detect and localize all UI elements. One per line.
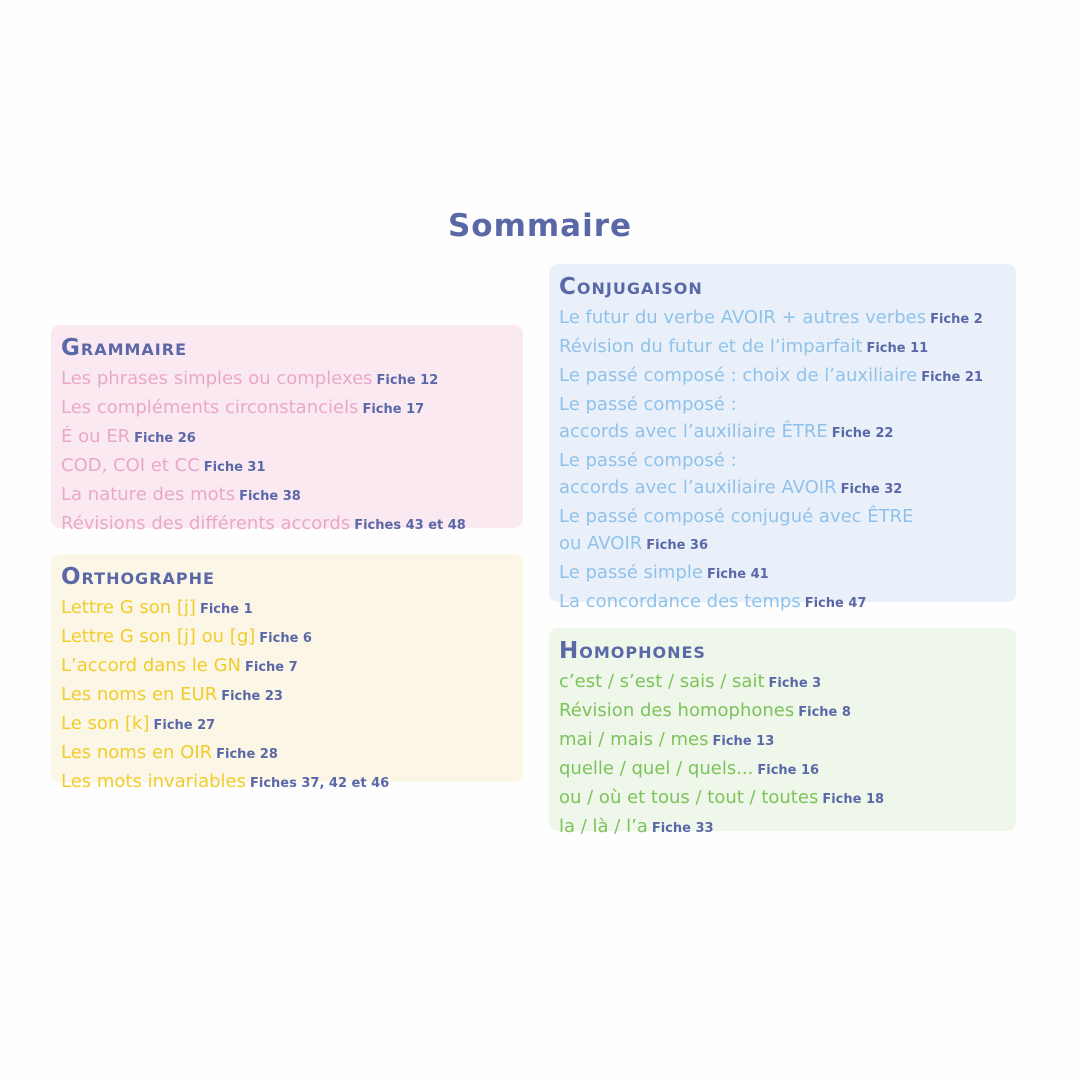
toc-item-label: Le passé composé conjugué avec ÊTRE xyxy=(559,506,914,527)
toc-item xyxy=(61,652,513,681)
fiche-reference: Fiche 13 xyxy=(712,734,775,749)
fiche-reference: Fiche 36 xyxy=(646,538,709,553)
section-conjugaison xyxy=(549,264,1016,612)
fiche-reference: Fiches 43 et 48 xyxy=(354,518,466,533)
toc-item-label: mai / mais / mes xyxy=(559,729,709,750)
toc-item xyxy=(61,452,513,481)
toc-item xyxy=(61,623,513,652)
fiche-reference: Fiche 38 xyxy=(239,489,301,504)
toc-item-label: É ou ER xyxy=(61,426,131,447)
section-list xyxy=(559,304,1006,617)
fiche-reference: Fiche 16 xyxy=(757,763,820,778)
fiche-reference: Fiche 26 xyxy=(134,431,196,446)
toc-item xyxy=(559,784,1006,813)
toc-item-label: Le son [k] xyxy=(61,713,150,734)
toc-item xyxy=(559,362,1006,391)
toc-item xyxy=(559,391,1006,418)
section-list xyxy=(61,594,513,797)
toc-item xyxy=(61,739,513,768)
toc-item xyxy=(559,668,1006,697)
toc-item xyxy=(559,755,1006,784)
toc-item xyxy=(61,481,513,510)
toc-item-label: c’est / s’est / sais / sait xyxy=(559,671,765,692)
toc-item xyxy=(61,710,513,739)
section-list xyxy=(559,668,1006,842)
toc-item-label: ou / où et tous / tout / toutes xyxy=(559,787,819,808)
toc-item-label: La concordance des temps xyxy=(559,591,801,612)
fiche-reference: Fiche 23 xyxy=(221,689,283,704)
toc-item xyxy=(559,530,1006,559)
fiche-reference: Fiches 37, 42 et 46 xyxy=(250,776,390,791)
fiche-reference: Fiche 6 xyxy=(259,631,312,646)
toc-item-label: Lettre G son [j] ou [g] xyxy=(61,626,256,647)
toc-item xyxy=(559,304,1006,333)
fiche-reference: Fiche 33 xyxy=(651,821,714,836)
fiche-reference: Fiche 28 xyxy=(216,747,278,762)
fiche-reference: Fiche 1 xyxy=(199,602,253,617)
fiche-reference: Fiche 7 xyxy=(245,660,298,675)
toc-item xyxy=(559,726,1006,755)
fiche-reference: Fiche 2 xyxy=(930,312,983,327)
toc-item-label: accords avec l’auxiliaire ÊTRE xyxy=(559,421,828,442)
toc-item-label: Lettre G son [j] xyxy=(61,597,196,618)
section-heading: Grammaire xyxy=(61,335,188,361)
fiche-reference: Fiche 8 xyxy=(798,705,851,720)
toc-item xyxy=(61,510,513,539)
fiche-reference: Fiche 22 xyxy=(831,426,894,441)
toc-item-label: Le passé composé : xyxy=(559,394,737,415)
toc-item-label: Révision des homophones xyxy=(559,700,795,721)
toc-item-label: Les phrases simples ou complexes xyxy=(61,368,373,389)
toc-item-label: quelle / quel / quels... xyxy=(559,758,754,779)
page-title: Sommaire xyxy=(447,208,633,244)
toc-item-label: Le passé composé : xyxy=(559,450,737,471)
toc-item-label: Les noms en EUR xyxy=(61,684,218,705)
toc-item-label: ou AVOIR xyxy=(559,533,643,554)
section-heading: Orthographe xyxy=(61,564,215,590)
toc-item-label: La nature des mots xyxy=(61,484,236,505)
toc-item-label: Le passé composé : choix de l’auxiliaire xyxy=(559,365,918,386)
toc-item-label: la / là / l’a xyxy=(559,816,648,837)
toc-item xyxy=(559,697,1006,726)
toc-item xyxy=(559,559,1006,588)
toc-item xyxy=(559,333,1006,362)
toc-item xyxy=(559,447,1006,474)
fiche-reference: Fiche 17 xyxy=(362,402,425,417)
fiche-reference: Fiche 27 xyxy=(153,718,216,733)
toc-item-label: Révisions des différents accords xyxy=(61,513,351,534)
section-list xyxy=(61,365,513,539)
toc-item-label: accords avec l’auxiliaire AVOIR xyxy=(559,477,837,498)
toc-item-label: COD, COI et CC xyxy=(61,455,200,476)
toc-item xyxy=(61,394,513,423)
fiche-reference: Fiche 18 xyxy=(822,792,885,807)
fiche-reference: Fiche 31 xyxy=(203,460,266,475)
toc-item-label: Révision du futur et de l’imparfait xyxy=(559,336,863,357)
section-heading: Homophones xyxy=(559,638,706,664)
section-heading: Conjugaison xyxy=(559,274,703,300)
section-grammaire xyxy=(51,325,523,534)
section-orthographe xyxy=(51,554,523,792)
toc-item xyxy=(61,365,513,394)
toc-item xyxy=(61,681,513,710)
fiche-reference: Fiche 3 xyxy=(768,676,822,691)
toc-item xyxy=(559,503,1006,530)
fiche-reference: Fiche 47 xyxy=(804,596,867,611)
fiche-reference: Fiche 32 xyxy=(840,482,903,497)
fiche-reference: Fiche 11 xyxy=(866,341,929,356)
toc-item xyxy=(61,768,513,797)
toc-item-label: Le futur du verbe AVOIR + autres verbes xyxy=(559,307,927,328)
fiche-reference: Fiche 21 xyxy=(921,370,983,385)
toc-item xyxy=(559,474,1006,503)
fiche-reference: Fiche 41 xyxy=(706,567,769,582)
toc-item xyxy=(61,594,513,623)
toc-item xyxy=(559,813,1006,842)
toc-item-label: L’accord dans le GN xyxy=(61,655,241,676)
toc-item xyxy=(559,418,1006,447)
toc-item xyxy=(61,423,513,452)
toc-item-label: Les compléments circonstanciels xyxy=(61,397,359,418)
section-homophones xyxy=(549,628,1016,837)
toc-item xyxy=(559,588,1006,617)
fiche-reference: Fiche 12 xyxy=(376,373,439,388)
toc-item-label: Les mots invariables xyxy=(61,771,246,792)
toc-item-label: Les noms en OIR xyxy=(61,742,213,763)
toc-item-label: Le passé simple xyxy=(559,562,703,583)
